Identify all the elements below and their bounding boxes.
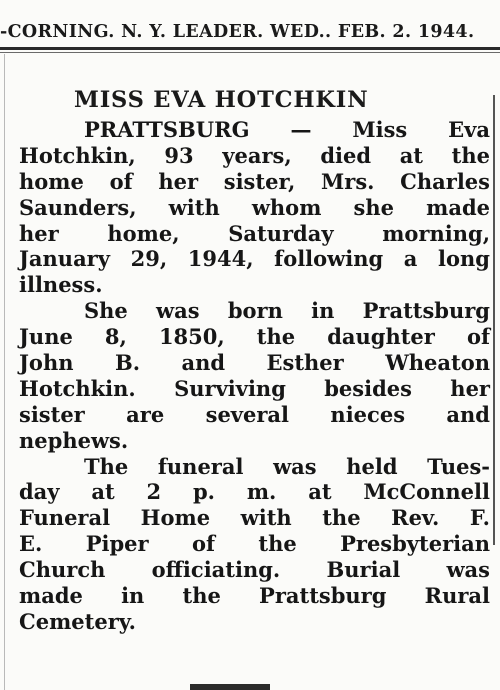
article-line: made in the Prattsburg Rural [19, 583, 490, 609]
article-line: June 8, 1850, the daughter of [19, 324, 490, 350]
article-line: Saunders, with whom she made [19, 194, 490, 220]
article-line: Funeral Home with the Rev. F. [19, 505, 490, 531]
article-line: E. Piper of the Presbyterian [19, 531, 490, 557]
article-line: Hotchkin, 93 years, died at the [19, 142, 490, 168]
masthead-rule-thin [0, 52, 500, 53]
column-rule-left [4, 54, 5, 690]
obituary-headline: MISS EVA HOTCHKIN [74, 87, 369, 113]
column-rule-right [493, 95, 495, 545]
article-line: John B. and Esther Wheaton [19, 350, 490, 376]
article-line: nephews. [19, 427, 129, 453]
article-line: Hotchkin. Surviving besides her [19, 375, 490, 401]
article-line: Church officiating. Burial was [19, 557, 490, 583]
article-line: illness. [19, 272, 103, 298]
article-line: The funeral was held Tues- [84, 453, 490, 479]
article-line: January 29, 1944, following a long [19, 246, 490, 272]
article-line: home of her sister, Mrs. Charles [19, 168, 490, 194]
masthead-rule [0, 47, 500, 50]
article-line: She was born in Prattsburg [84, 298, 490, 324]
article-line: her home, Saturday morning, [19, 220, 490, 246]
obituary-body [19, 117, 490, 635]
next-article-rule [190, 684, 270, 690]
newspaper-masthead: -CORNING. N. Y. LEADER. WED.. FEB. 2. 1944. [0, 22, 475, 42]
article-line: day at 2 p. m. at McConnell [19, 479, 490, 505]
article-line: Cemetery. [19, 608, 136, 634]
article-line: sister are several nieces and [19, 401, 490, 427]
article-line: PRATTSBURG — Miss Eva [84, 117, 490, 142]
